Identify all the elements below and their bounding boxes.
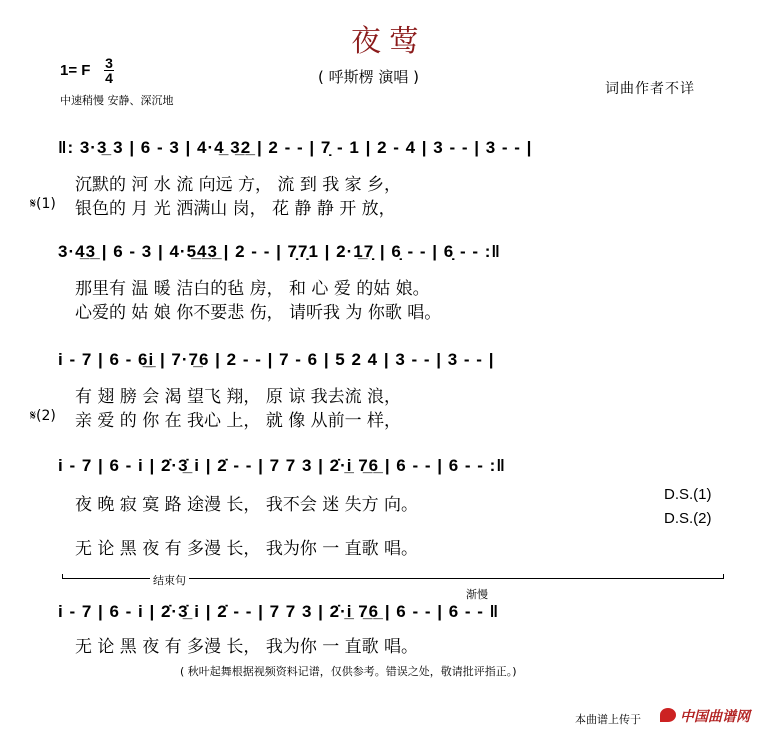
score-row-3 (58, 350, 748, 386)
notation-row-5: i - 7 | 6 - i | 2̇·3̲̇ i | 2̇ - - | 7 7 3 | 2̇·i̲ 7̲6̲ | 6 - - | 6 - - ‖ (58, 602, 500, 621)
score-row-4 (58, 456, 748, 492)
segno-marker-1: 𝄋(1) (30, 196, 56, 212)
lyrics-row-1-verse-1: 沉默的 河 水 流 向远 方， 流 到 我 家 乡， (75, 175, 402, 195)
transcription-footnote: ( 秋叶起舞根据视频资料记谱，仅供参考。错误之处，敬请批评指正。) (180, 665, 517, 678)
site-logo-icon (660, 708, 676, 722)
singer-credit: ( 呼斯楞 演唱 ) (318, 68, 420, 86)
tempo-marking: 中速稍慢 安静、深沉地 (60, 94, 174, 107)
composer-credit: 词曲作者不详 (605, 81, 695, 97)
lyrics-row-4-verse-1: 夜 晚 寂 寞 路 途漫 长， 我不会 迷 失方 向。 (75, 495, 419, 515)
ritardando-label: 渐慢 (466, 588, 488, 601)
lyrics-row-4-verse-2: 无 论 黑 夜 有 多漫 长， 我为你 一 直歌 唱。 (75, 539, 419, 559)
notation-row-3: i - 7 | 6 - 6̲i̲ | 7·7̲6 | 2 - - | 7 - 6 | 5 2 4 | 3 - - | 3 - - | (58, 350, 495, 369)
lyrics-row-2-verse-2: 心爱的 姑 娘 你不要悲 伤， 请听我 为 你歌 唱。 (75, 303, 442, 323)
key-signature: 1= F (60, 62, 91, 79)
score-row-2 (58, 242, 748, 278)
lyrics-row-1-verse-2: 银色的 月 光 洒满山 岗， 花 静 静 开 放， (75, 199, 396, 219)
dal-segno-2: D.S.(2) (664, 510, 712, 527)
ending-label: 结束句 (150, 572, 189, 588)
dal-segno-1: D.S.(1) (664, 486, 712, 503)
time-sig-bottom: 4 (105, 70, 113, 86)
site-logo[interactable]: 中国曲谱网 (680, 709, 750, 725)
time-sig-top: 3 (105, 55, 113, 71)
lyrics-row-5-verse-1: 无 论 黑 夜 有 多漫 长， 我为你 一 直歌 唱。 (75, 637, 419, 657)
notation-row-4: i - 7 | 6 - i | 2̇·3̲̇ i | 2̇ - - | 7 7 3 | 2̇·i̲ 7̲6̲ | 6 - - | 6 - - :‖ (58, 456, 506, 475)
notation-row-1: ‖: 3·3̲ 3 | 6 - 3 | 4·4̲ 3̲2̲ | 2 - - | 7̣ - 1 | 2 - 4 | 3 - - | 3 - - | (58, 138, 533, 157)
lyrics-row-3-verse-2: 亲 爱 的 你 在 我心 上， 就 像 从前一 样， (75, 411, 402, 431)
lyrics-row-3-verse-1: 有 翅 膀 会 渴 望飞 翔， 原 谅 我去流 浪， (75, 387, 402, 407)
lyrics-row-2-verse-1: 那里有 温 暖 洁白的毡 房， 和 心 爱 的姑 娘。 (75, 279, 430, 299)
segno-marker-2: 𝄋(2) (30, 408, 56, 424)
song-title: 夜莺 (351, 24, 427, 59)
upload-note: 本曲谱上传于 (575, 713, 641, 726)
notation-row-2: 3·4̲3̲ | 6 - 3 | 4·5̲4̲3̲ | 2 - - | 7̣7̣1 | 2·1̲7̣ | 6̣ - - | 6̣ - - :‖ (58, 242, 501, 261)
time-signature (104, 56, 114, 85)
score-row-1 (58, 138, 748, 174)
